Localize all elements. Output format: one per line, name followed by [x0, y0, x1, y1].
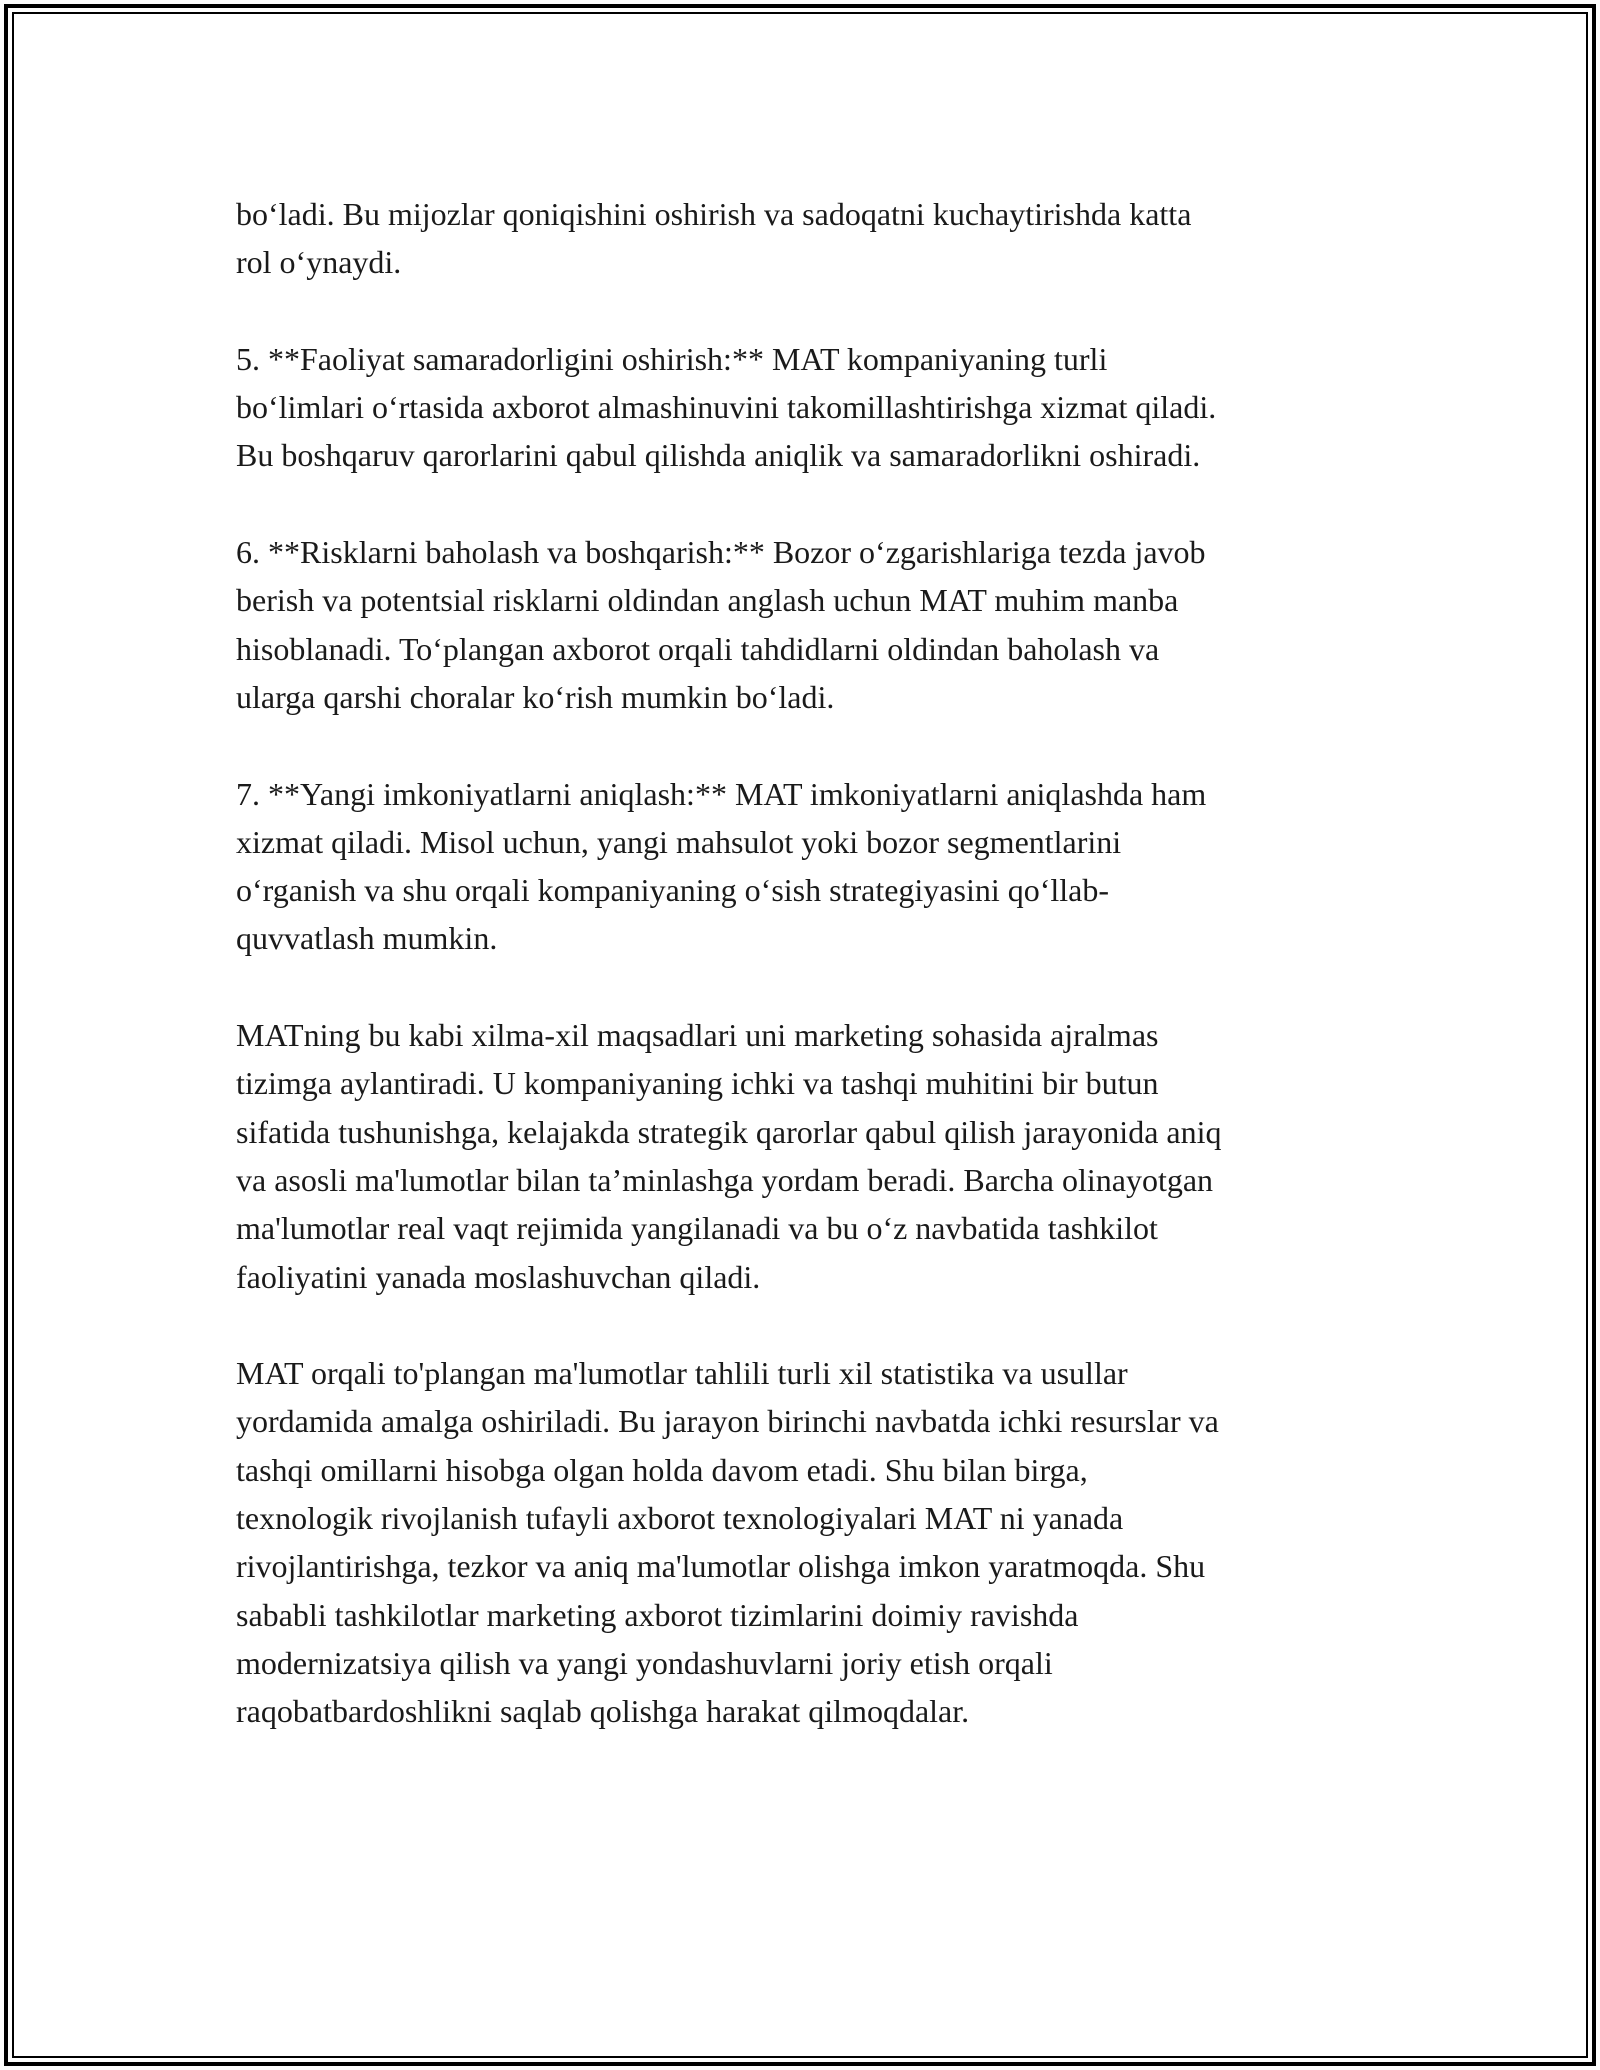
paragraph-item-5: 5. **Faoliyat samaradorligini oshirish:** MAT kompaniyaning turli bo‘limlari o‘rtasida axborot almashinuvini takomillashtirishga xizmat qiladi. Bu boshqaruv qarorlarini qabul qilishda aniqlik va samaradorlikni oshiradi. [236, 340, 1217, 474]
paragraph-item-7: 7. **Yangi imkoniyatlarni aniqlash:** MAT imkoniyatlarni aniqlashda ham xizmat qiladi. Misol uchun, yangi mahsulot yoki bozor segmentlarini o‘rganish va shu orqali kompaniyaning o‘sish strategiyasini qo‘llab- quvvatlash mumkin. [236, 775, 1207, 957]
paragraph-mat-purposes: MATning bu kabi xilma-xil maqsadlari uni marketing sohasida ajralmas tizimga aylantiradi. U kompaniyaning ichki va tashqi muhitini bir butun sifatida tushunishga, kelajakda strategik qarorlar qabul qilish jarayonida aniq va asosli ma'lumotlar bilan ta’minlashga yordam beradi. Barcha olinayotgan ma'lumotlar real vaqt rejimida yangilanadi va bu o‘z navbatida tashkilot faoliyatini yanada moslashuvchan qiladi. [236, 1017, 1222, 1295]
paragraph-item-6: 6. **Risklarni baholash va boshqarish:** Bozor o‘zgarishlariga tezda javob berish va potentsial risklarni oldindan anglash uchun MAT muhim manba hisoblanadi. To‘plangan axborot orqali tahdidlarni oldindan baholash va ularga qarshi choralar ko‘rish mumkin bo‘ladi. [236, 534, 1206, 715]
paragraph-mat-analysis: MAT orqali to'plangan ma'lumotlar tahlili turli xil statistika va usullar yordamida amalga oshiriladi. Bu jarayon birinchi navbatda ichki resurslar va tashqi omillarni hisobga olgan holda davom etadi. Shu bilan birga, texnologik rivojlanish tufayli axborot texnologiyalari MAT ni yanada rivojlantirishga, tezkor va aniq ma'lumotlar olishga imkon yaratmoqda. Shu sababli tashkilotlar marketing axborot tizimlarini doimiy ravishda modernizatsiya qilish va yangi yondashuvlarni joriy etish orqali raqobatbardoshlikni saqlab qolishga harakat qilmoqdalar. [236, 1355, 1219, 1730]
paragraph-continuation: bo‘ladi. Bu mijozlar qoniqishini oshirish va sadoqatni kuchaytirishda katta rol o‘ynaydi. [236, 196, 1192, 281]
document-body [236, 190, 1386, 1784]
